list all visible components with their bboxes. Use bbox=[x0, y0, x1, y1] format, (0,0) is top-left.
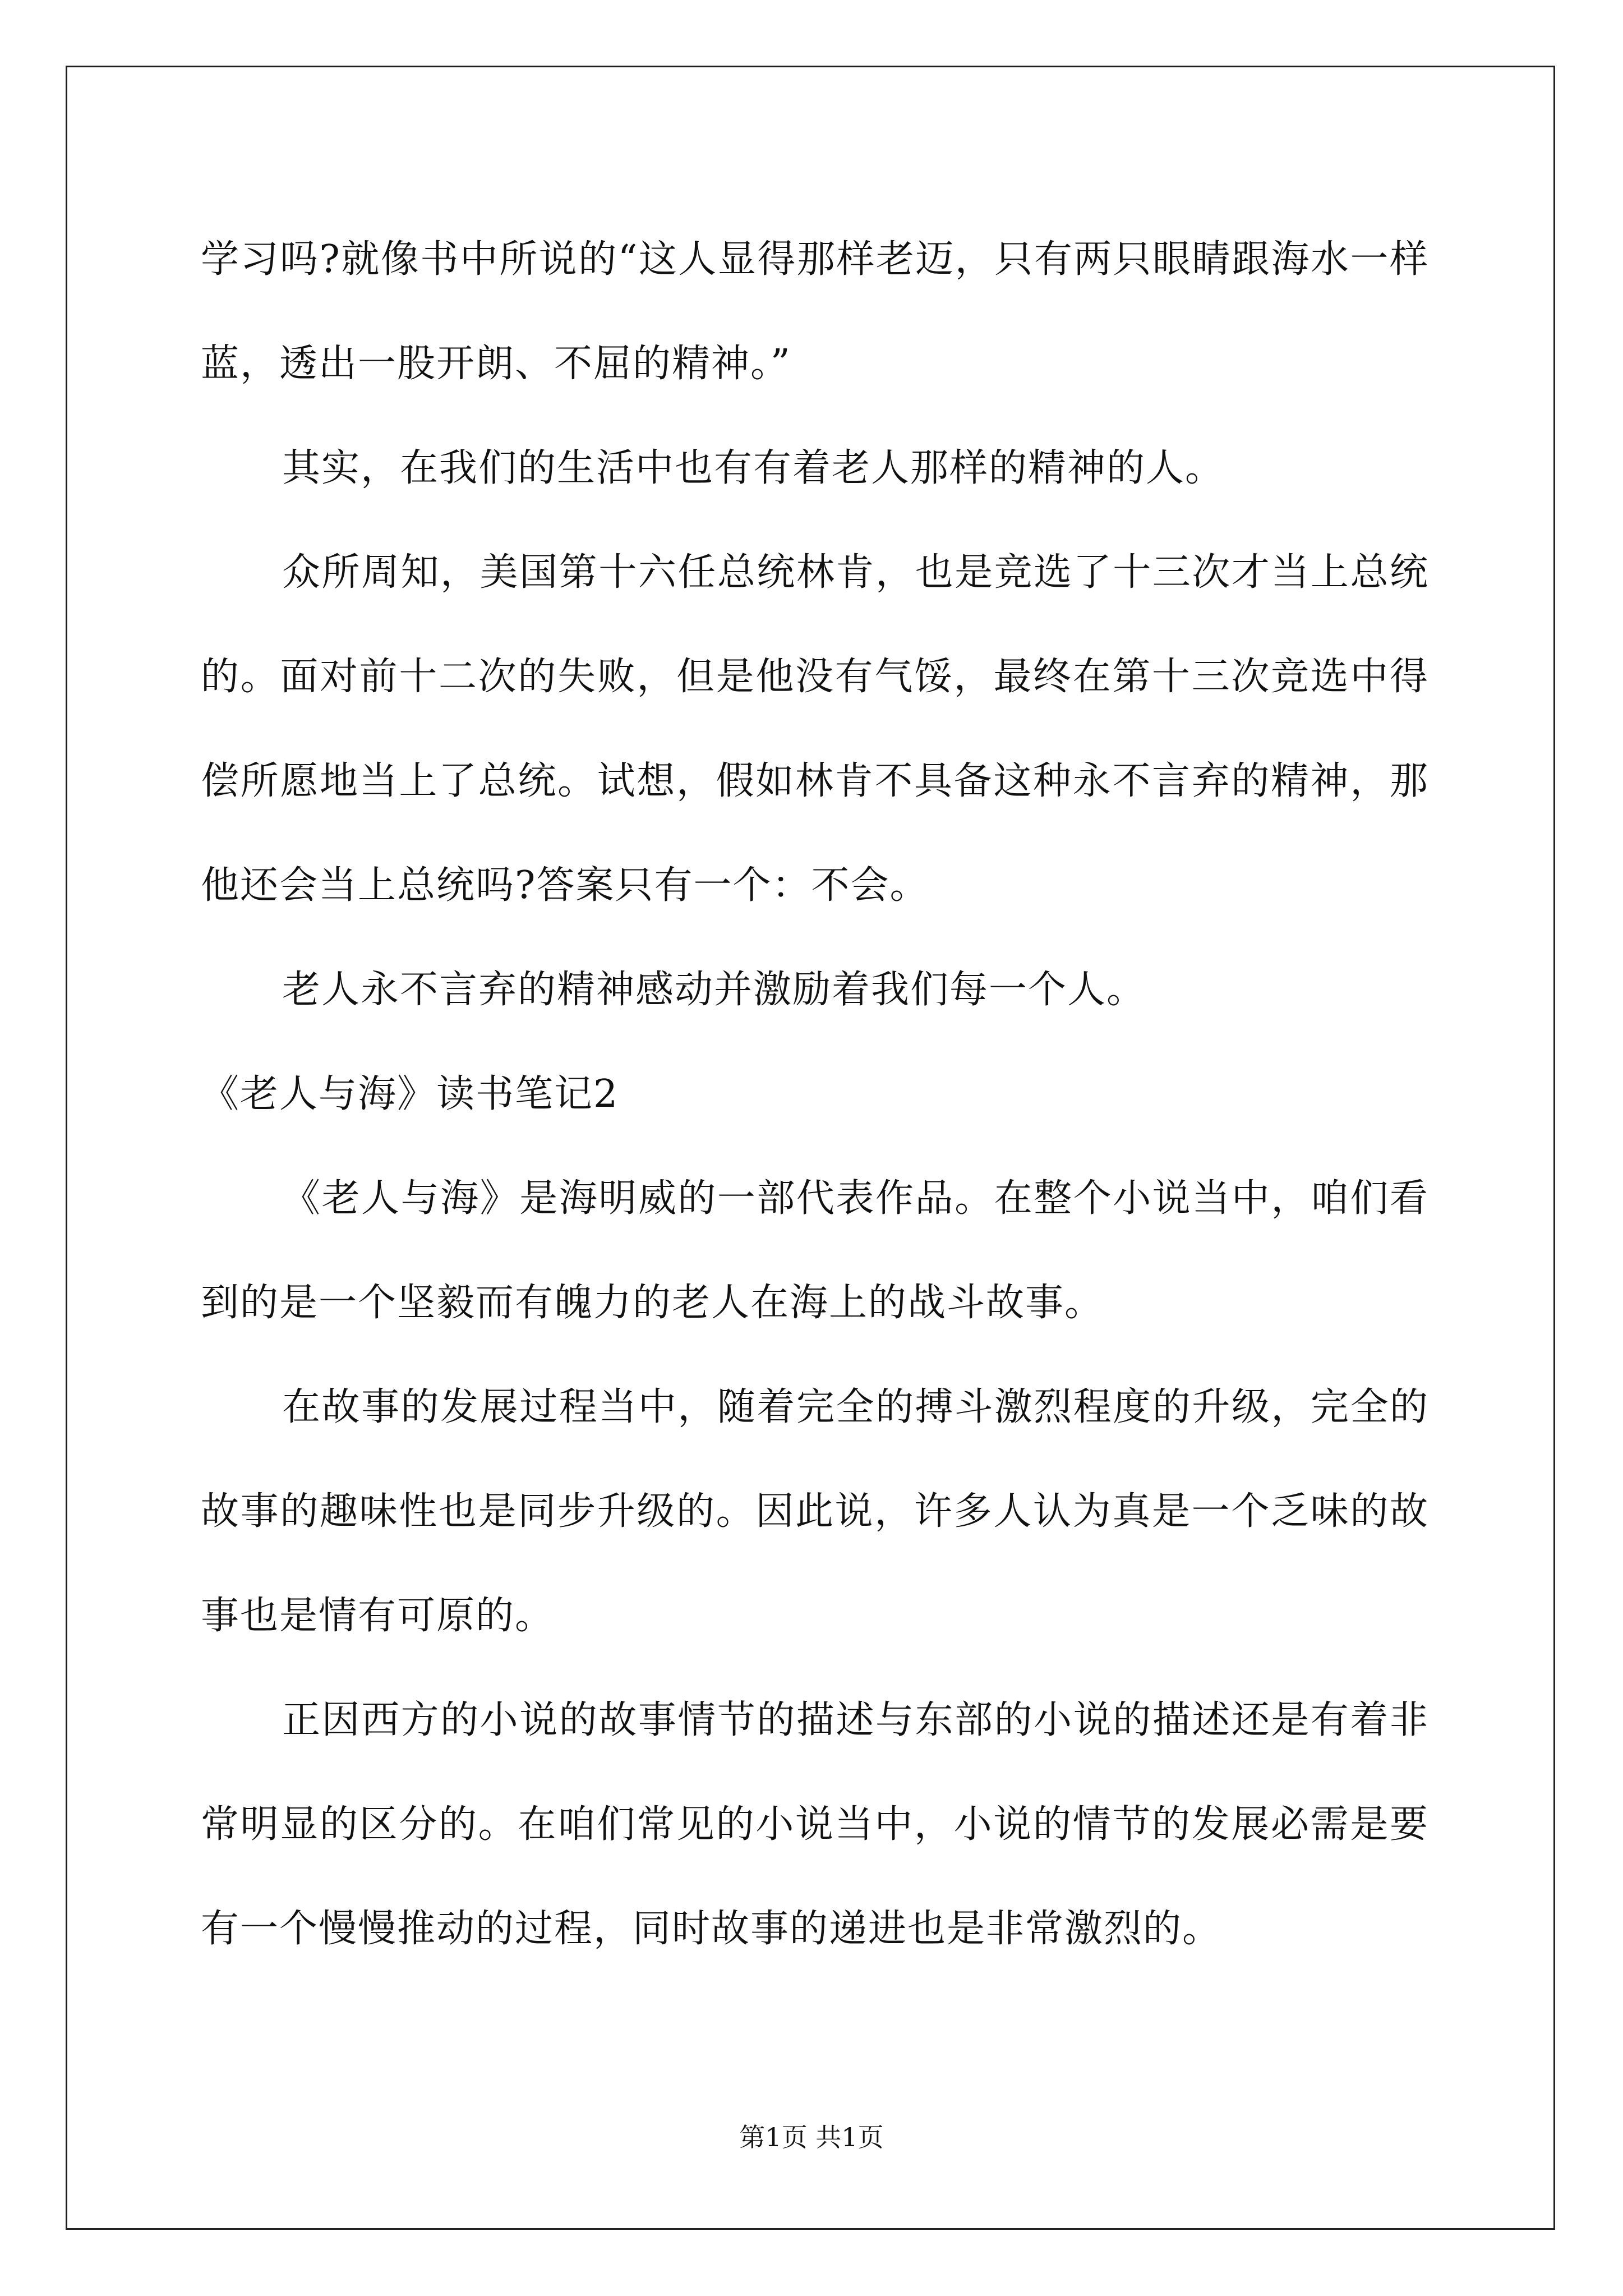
document-body bbox=[201, 208, 1429, 1981]
page-number-footer: 第1页 共1页 bbox=[739, 2122, 884, 2152]
paragraph: 老人永不言弃的精神感动并激励着我们每一个人。 bbox=[282, 968, 1146, 1012]
paragraph: 其实，在我们的生活中也有有着老人那样的精神的人。 bbox=[282, 446, 1225, 490]
paragraph: 众所周知，美国第十六任总统林肯，也是竞选了十三次才当上总统的。面对前十二次的失败，但是他没有气馁，最终在第十三次竞选中得偿所愿地当上了总统。试想，假如林肯不具备这种永不言弃的精神，那他还会当上总统吗?答案只有一个：不会。 bbox=[201, 550, 1429, 908]
paragraph: 《老人与海》是海明威的一部代表作品。在整个小说当中，咱们看到的是一个坚毅而有魄力的老人在海上的战斗故事。 bbox=[201, 1176, 1429, 1325]
paragraph: 正因西方的小说的故事情节的描述与东部的小说的描述还是有着非常明显的区分的。在咱们常见的小说当中，小说的情节的发展必需是要有一个慢慢推动的过程，同时故事的递进也是非常激烈的。 bbox=[201, 1698, 1429, 1951]
section-heading: 《老人与海》读书笔记2 bbox=[201, 1072, 619, 1116]
paragraph: 在故事的发展过程当中，随着完全的搏斗激烈程度的升级，完全的故事的趣味性也是同步升级的。因此说，许多人认为真是一个乏味的故事也是情有可原的。 bbox=[201, 1385, 1429, 1638]
paragraph: 学习吗?就像书中所说的“这人显得那样老迈，只有两只眼睛跟海水一样蓝，透出一股开朗、不屈的精神。” bbox=[201, 237, 1429, 386]
